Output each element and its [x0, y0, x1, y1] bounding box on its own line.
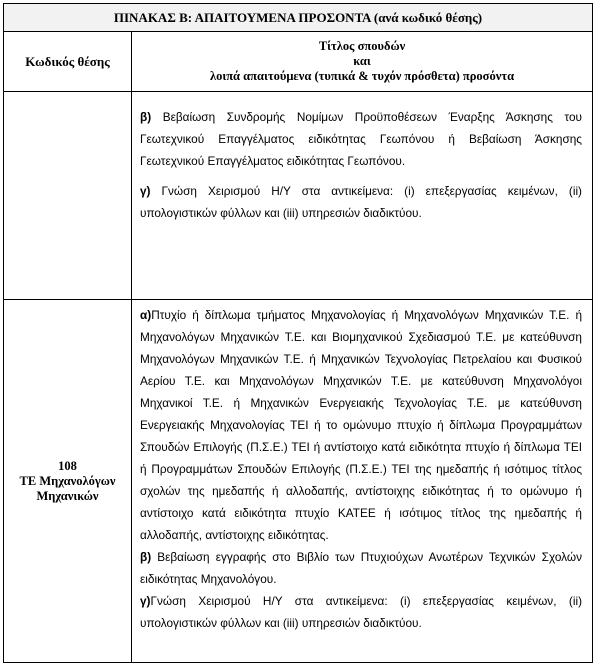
item-text: Βεβαίωση εγγραφής στο Βιβλίο των Πτυχιούχων Ανωτέρων Τεχνικών Σχολών ειδικότητας Μηχανολόγου. — [140, 550, 582, 586]
item-label: β) — [140, 110, 152, 124]
qualifications-cell — [132, 92, 592, 299]
requirement-b — [132, 106, 592, 172]
position-code-cell — [4, 300, 132, 662]
position-name-line-1: ΤΕ Μηχανολόγων — [19, 473, 116, 488]
table-row — [4, 300, 592, 662]
requirements-table — [3, 3, 593, 663]
position-code-number: 108 — [58, 458, 77, 473]
header-line-3: λοιπά απαιτούμενα (τυπικά & τυχόν πρόσθετα) προσόντα — [209, 69, 515, 83]
header-code-cell: Κωδικός θέσης — [4, 32, 132, 91]
item-text: Πτυχίο ή δίπλωμα τμήματος Μηχανολογίας ή Μηχανολόγων Μηχανικών Τ.Ε. ή Μηχανολόγων Μηχανικών Τ.Ε. και Βιομηχανικού Σχεδιασμού Τ.Ε. με κατεύθυνση Μηχανολόγων Μηχανικών Τ.Ε. ή Μηχανικών Τεχνολογίας Πετρελαίου και Φυσικού Αερίου Τ.Ε. και Μηχανολόγων Μηχανικών Τ.Ε. με κατεύθυνση Μηχανολόγοι Μηχανικοί Τ.Ε. ή Μηχανικών Ενεργειακής Τεχνολογίας Τ.Ε. με κατεύθυνση Ενεργειακής Μηχανολογίας ΤΕΙ ή το ομώνυμο πτυχίο ή δίπλωμα Προγραμμάτων Σπουδών Επιλογής (Π.Σ.Ε.) ΤΕΙ ή αντίστοιχο κατά ειδικότητα πτυχίο ή δίπλωμα ΤΕΙ ή Προγραμμάτων Σπουδών Επιλογής (Π.Σ.Ε.) ΤΕΙ της ημεδαπής ή ισότιμος τίτλος σχολών της ημεδαπής ή αλλοδαπής, αντίστοιχης ειδικότητας ή το ομώνυμο ή αντίστοιχο κατά ειδικότητα πτυχίο ΚΑΤΕΕ ή ισότιμος τίτλος της ημεδαπής ή αλλοδαπής, αντίστοιχης ειδικότητας. — [140, 308, 582, 542]
header-row — [4, 32, 592, 92]
table-row — [4, 92, 592, 300]
requirement-c — [132, 590, 592, 634]
item-text: Γνώση Χειρισμού Η/Υ στα αντικείμενα: (i) επεξεργασίας κειμένων, (ii) υπολογιστικών φύλλων και (iii) υπηρεσιών διαδικτύου. — [140, 184, 582, 220]
item-text: Βεβαίωση Συνδρομής Νομίμων Προϋποθέσεων Έναρξης Άσκησης του Γεωτεχνικού Επαγγέλματος ειδικότητας Γεωπόνου ή Βεβαίωση Άσκησης Γεωτεχνικού Επαγγέλματος ειδικότητας Γεωπόνου. — [140, 110, 582, 168]
item-label: γ) — [140, 184, 151, 198]
requirement-c — [132, 180, 592, 224]
table-title: ΠΙΝΑΚΑΣ Β: ΑΠΑΙΤΟΥΜΕΝΑ ΠΡΟΣΟΝΤΑ (ανά κωδικό θέσης) — [4, 4, 592, 32]
item-label: γ) — [140, 594, 151, 608]
requirement-a — [132, 304, 592, 546]
qualifications-cell — [132, 300, 592, 662]
item-label: β) — [140, 550, 152, 564]
position-code-cell — [4, 92, 132, 299]
header-qualifications-cell — [132, 32, 592, 91]
item-label: α) — [140, 308, 152, 322]
item-text: Γνώση Χειρισμού Η/Υ στα αντικείμενα: (i) επεξεργασίας κειμένων, (ii) υπολογιστικών φύλλων και (iii) υπηρεσιών διαδικτύου. — [140, 594, 582, 630]
requirement-b — [132, 546, 592, 590]
header-line-2: και — [353, 54, 371, 68]
header-line-1: Τίτλος σπουδών — [318, 39, 406, 53]
position-name-line-2: Μηχανικών — [36, 488, 99, 503]
